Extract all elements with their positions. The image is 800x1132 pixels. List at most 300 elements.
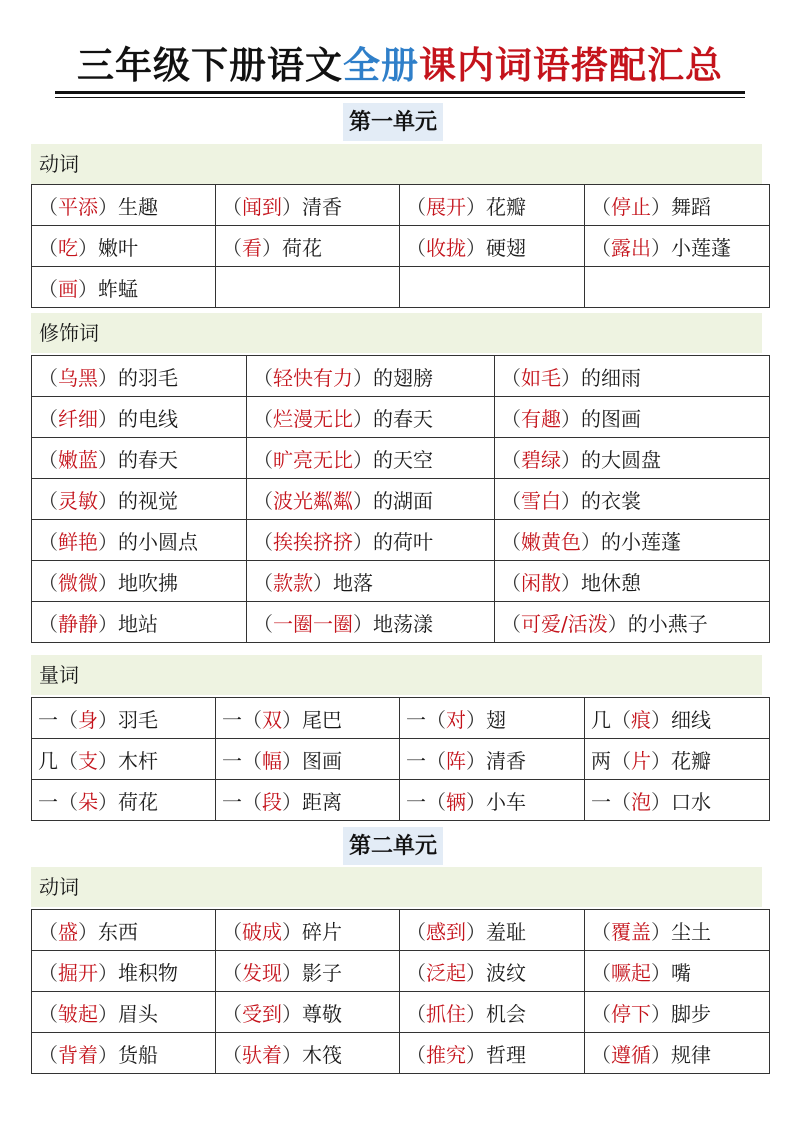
collocation-text: 细线 <box>671 707 711 732</box>
close-paren: ） <box>98 1001 118 1026</box>
table-row <box>32 951 770 992</box>
collocation-text: 的小燕子 <box>627 611 708 636</box>
collocation-cell <box>216 992 400 1033</box>
collocation-text: 小莲蓬 <box>671 235 731 260</box>
collocation-text: 羽毛 <box>118 707 158 732</box>
collocation-text: 花瓣 <box>671 748 711 773</box>
answer-word: 乌黑 <box>58 365 98 390</box>
collocation-cell <box>32 438 247 479</box>
collocation-text: 尾巴 <box>302 707 342 732</box>
open-paren: （ <box>406 235 426 260</box>
close-paren: ） <box>353 365 373 390</box>
collocation-text: 木筏 <box>302 1042 342 1067</box>
answer-word: 背着 <box>58 1042 98 1067</box>
open-paren: （ <box>38 365 58 390</box>
table-row <box>32 992 770 1033</box>
collocation-cell <box>216 698 400 739</box>
answer-word: 款款 <box>273 570 313 595</box>
collocation-cell <box>585 992 770 1033</box>
open-paren: （ <box>406 1042 426 1067</box>
collocation-text: 货船 <box>118 1042 158 1067</box>
collocation-cell <box>32 951 216 992</box>
collocation-cell <box>32 698 216 739</box>
unit-1-modifiers-table <box>31 355 770 643</box>
answer-word: 遵循 <box>611 1042 651 1067</box>
close-paren: ） <box>466 707 486 732</box>
collocation-cell <box>585 951 770 992</box>
collocation-text: 地休憩 <box>581 570 641 595</box>
collocation-text: 的荷叶 <box>373 529 433 554</box>
collocation-cell <box>32 1033 216 1074</box>
prefix-text: 一 <box>222 789 242 814</box>
collocation-cell <box>585 780 770 821</box>
collocation-text: 木杆 <box>118 748 158 773</box>
collocation-cell <box>247 602 495 643</box>
close-paren: ） <box>353 447 373 472</box>
open-paren: （ <box>38 488 58 513</box>
collocation-cell <box>32 520 247 561</box>
collocation-cell <box>585 1033 770 1074</box>
prefix-text: 一 <box>222 748 242 773</box>
collocation-text: 哲理 <box>486 1042 526 1067</box>
open-paren: （ <box>38 919 58 944</box>
close-paren: ） <box>313 570 333 595</box>
unit-1-heading: 第一单元 <box>343 103 443 141</box>
close-paren: ） <box>651 235 671 260</box>
answer-word: 画 <box>58 276 78 301</box>
collocation-text: 脚步 <box>671 1001 711 1026</box>
close-paren: ） <box>282 789 302 814</box>
collocation-cell <box>400 226 585 267</box>
prefix-text: 一 <box>591 789 611 814</box>
collocation-text: 的小圆点 <box>118 529 198 554</box>
open-paren: （ <box>222 1042 242 1067</box>
close-paren: ） <box>282 1042 302 1067</box>
answer-word: 受到 <box>242 1001 282 1026</box>
answer-word: 停下 <box>611 1001 651 1026</box>
answer-word: 微微 <box>58 570 98 595</box>
close-paren: ） <box>561 488 581 513</box>
open-paren: （ <box>253 406 273 431</box>
prefix-text: 一 <box>406 789 426 814</box>
collocation-cell <box>32 910 216 951</box>
collocation-text: 硬翅 <box>486 235 526 260</box>
close-paren: ） <box>651 919 671 944</box>
open-paren: （ <box>222 235 242 260</box>
open-paren: （ <box>253 570 273 595</box>
collocation-cell <box>400 910 585 951</box>
collocation-cell <box>216 739 400 780</box>
collocation-cell <box>32 185 216 226</box>
close-paren: ） <box>466 235 486 260</box>
collocation-text: 的春天 <box>118 447 178 472</box>
open-paren: （ <box>253 488 273 513</box>
close-paren: ） <box>262 235 282 260</box>
table-row <box>32 780 770 821</box>
title-part-grade: 三年级下册语文 <box>77 43 343 87</box>
collocation-text: 的羽毛 <box>118 365 178 390</box>
collocation-text: 东西 <box>98 919 138 944</box>
answer-word: 泡 <box>631 789 651 814</box>
answer-word: 碧绿 <box>521 447 561 472</box>
open-paren: （ <box>611 789 631 814</box>
unit-1-verbs-label: 动词 <box>31 144 762 184</box>
collocation-cell <box>32 602 247 643</box>
close-paren: ） <box>651 960 671 985</box>
unit-1-measure-words-label: 量词 <box>31 655 762 695</box>
collocation-text: 地站 <box>118 611 158 636</box>
collocation-cell <box>585 910 770 951</box>
collocation-text: 花瓣 <box>486 194 526 219</box>
answer-word: 感到 <box>426 919 466 944</box>
answer-word: 对 <box>446 707 466 732</box>
unit-2-heading: 第二单元 <box>343 827 443 865</box>
answer-word: 闲散 <box>521 570 561 595</box>
open-paren: （ <box>501 447 521 472</box>
answer-word: 辆 <box>446 789 466 814</box>
collocation-text: 蚱蜢 <box>98 276 138 301</box>
close-paren: ） <box>466 748 486 773</box>
open-paren: （ <box>222 919 242 944</box>
open-paren: （ <box>253 611 273 636</box>
collocation-cell <box>247 561 495 602</box>
close-paren: ） <box>466 1001 486 1026</box>
open-paren: （ <box>406 960 426 985</box>
unit-1-measure-words-table <box>31 697 770 821</box>
close-paren: ） <box>561 570 581 595</box>
open-paren: （ <box>501 365 521 390</box>
close-paren: ） <box>98 960 118 985</box>
close-paren: ） <box>561 447 581 472</box>
collocation-text: 清香 <box>302 194 342 219</box>
open-paren: （ <box>222 960 242 985</box>
collocation-text: 的细雨 <box>581 365 641 390</box>
table-row <box>32 739 770 780</box>
open-paren: （ <box>38 276 58 301</box>
collocation-text: 规律 <box>671 1042 711 1067</box>
collocation-text: 的春天 <box>373 406 433 431</box>
table-row <box>32 520 770 561</box>
collocation-cell <box>216 226 400 267</box>
collocation-cell <box>585 185 770 226</box>
collocation-cell <box>32 226 216 267</box>
answer-word: 有趣 <box>521 406 561 431</box>
answer-word: 阵 <box>446 748 466 773</box>
answer-word: 可爱/活泼 <box>521 611 608 636</box>
open-paren: （ <box>406 194 426 219</box>
collocation-text: 距离 <box>302 789 342 814</box>
open-paren: （ <box>38 1042 58 1067</box>
open-paren: （ <box>253 447 273 472</box>
answer-word: 幅 <box>262 748 282 773</box>
open-paren: （ <box>38 235 58 260</box>
collocation-cell <box>32 356 247 397</box>
answer-word: 纤细 <box>58 406 98 431</box>
close-paren: ） <box>353 406 373 431</box>
open-paren: （ <box>426 789 446 814</box>
close-paren: ） <box>561 365 581 390</box>
collocation-cell <box>495 397 770 438</box>
open-paren: （ <box>222 194 242 219</box>
close-paren: ） <box>466 789 486 814</box>
collocation-cell <box>216 951 400 992</box>
answer-word: 痕 <box>631 707 651 732</box>
collocation-cell <box>32 780 216 821</box>
close-paren: ） <box>98 1042 118 1067</box>
answer-word: 看 <box>242 235 262 260</box>
collocation-text: 的大圆盘 <box>581 447 661 472</box>
collocation-text: 尊敬 <box>302 1001 342 1026</box>
open-paren: （ <box>501 611 521 636</box>
answer-word: 一圈一圈 <box>273 611 353 636</box>
collocation-cell <box>400 951 585 992</box>
answer-word: 嫩黄色 <box>521 529 581 554</box>
close-paren: ） <box>282 748 302 773</box>
collocation-cell <box>585 226 770 267</box>
table-row <box>32 602 770 643</box>
answer-word: 泛起 <box>426 960 466 985</box>
unit-1-modifiers-label: 修饰词 <box>31 313 762 353</box>
collocation-text: 嘴 <box>671 960 691 985</box>
collocation-text: 的小莲蓬 <box>601 529 681 554</box>
open-paren: （ <box>406 1001 426 1026</box>
collocation-text: 清香 <box>486 748 526 773</box>
collocation-cell <box>216 267 400 308</box>
answer-word: 掘开 <box>58 960 98 985</box>
table-row <box>32 226 770 267</box>
collocation-text: 的图画 <box>581 406 641 431</box>
close-paren: ） <box>282 960 302 985</box>
collocation-cell <box>585 267 770 308</box>
title-part-whole-book: 全册 <box>343 43 419 87</box>
prefix-text: 两 <box>591 748 611 773</box>
open-paren: （ <box>38 447 58 472</box>
close-paren: ） <box>353 488 373 513</box>
answer-word: 身 <box>78 707 98 732</box>
collocation-text: 荷花 <box>118 789 158 814</box>
open-paren: （ <box>242 707 262 732</box>
table-row <box>32 698 770 739</box>
open-paren: （ <box>38 960 58 985</box>
collocation-text: 的视觉 <box>118 488 178 513</box>
collocation-cell <box>216 1033 400 1074</box>
close-paren: ） <box>466 194 486 219</box>
collocation-cell <box>216 910 400 951</box>
collocation-text: 机会 <box>486 1001 526 1026</box>
open-paren: （ <box>501 570 521 595</box>
answer-word: 片 <box>631 748 651 773</box>
open-paren: （ <box>426 707 446 732</box>
close-paren: ） <box>98 194 118 219</box>
collocation-text: 的衣裳 <box>581 488 641 513</box>
open-paren: （ <box>253 365 273 390</box>
answer-word: 如毛 <box>521 365 561 390</box>
answer-word: 挨挨挤挤 <box>273 529 353 554</box>
answer-word: 破成 <box>242 919 282 944</box>
collocation-text: 影子 <box>302 960 342 985</box>
answer-word: 段 <box>262 789 282 814</box>
collocation-cell <box>247 397 495 438</box>
open-paren: （ <box>242 748 262 773</box>
collocation-cell <box>585 698 770 739</box>
close-paren: ） <box>651 1001 671 1026</box>
collocation-cell <box>400 780 585 821</box>
answer-word: 噘起 <box>611 960 651 985</box>
answer-word: 朵 <box>78 789 98 814</box>
collocation-text: 舞蹈 <box>671 194 711 219</box>
answer-word: 鲜艳 <box>58 529 98 554</box>
collocation-text: 堆积物 <box>118 960 178 985</box>
collocation-cell <box>585 739 770 780</box>
close-paren: ） <box>282 1001 302 1026</box>
open-paren: （ <box>611 707 631 732</box>
table-row <box>32 356 770 397</box>
open-paren: （ <box>38 1001 58 1026</box>
answer-word: 嫩蓝 <box>58 447 98 472</box>
close-paren: ） <box>282 194 302 219</box>
close-paren: ） <box>581 529 601 554</box>
title-underline-thin <box>55 97 745 98</box>
collocation-cell <box>32 479 247 520</box>
collocation-cell <box>495 479 770 520</box>
answer-word: 轻快有力 <box>273 365 353 390</box>
open-paren: （ <box>38 194 58 219</box>
open-paren: （ <box>253 529 273 554</box>
open-paren: （ <box>501 488 521 513</box>
answer-word: 静静 <box>58 611 98 636</box>
answer-word: 吃 <box>58 235 78 260</box>
collocation-text: 尘土 <box>671 919 711 944</box>
collocation-cell <box>32 992 216 1033</box>
collocation-text: 口水 <box>671 789 711 814</box>
close-paren: ） <box>651 707 671 732</box>
open-paren: （ <box>591 1001 611 1026</box>
prefix-text: 几 <box>591 707 611 732</box>
close-paren: ） <box>607 611 628 636</box>
open-paren: （ <box>38 570 58 595</box>
answer-word: 双 <box>262 707 282 732</box>
collocation-text: 波纹 <box>486 960 526 985</box>
close-paren: ） <box>353 611 373 636</box>
collocation-cell <box>400 1033 585 1074</box>
collocation-cell <box>32 561 247 602</box>
open-paren: （ <box>501 406 521 431</box>
open-paren: （ <box>591 235 611 260</box>
open-paren: （ <box>58 748 78 773</box>
collocation-text: 的湖面 <box>373 488 433 513</box>
answer-word: 闻到 <box>242 194 282 219</box>
collocation-text: 小车 <box>486 789 526 814</box>
answer-word: 烂漫无比 <box>273 406 353 431</box>
open-paren: （ <box>591 960 611 985</box>
close-paren: ） <box>651 748 671 773</box>
prefix-text: 几 <box>38 748 58 773</box>
close-paren: ） <box>651 789 671 814</box>
collocation-text: 生趣 <box>118 194 158 219</box>
close-paren: ） <box>98 406 118 431</box>
close-paren: ） <box>466 960 486 985</box>
open-paren: （ <box>222 1001 242 1026</box>
answer-word: 停止 <box>611 194 651 219</box>
unit-2-verbs-table <box>31 909 770 1074</box>
collocation-cell <box>247 438 495 479</box>
close-paren: ） <box>466 919 486 944</box>
unit-1-verbs-table <box>31 184 770 308</box>
table-row <box>32 397 770 438</box>
open-paren: （ <box>591 1042 611 1067</box>
open-paren: （ <box>58 789 78 814</box>
close-paren: ） <box>651 194 671 219</box>
answer-word: 雪白 <box>521 488 561 513</box>
page-title <box>0 40 800 90</box>
answer-word: 收拢 <box>426 235 466 260</box>
open-paren: （ <box>58 707 78 732</box>
table-row <box>32 185 770 226</box>
close-paren: ） <box>98 789 118 814</box>
open-paren: （ <box>406 919 426 944</box>
close-paren: ） <box>561 406 581 431</box>
table-row <box>32 267 770 308</box>
collocation-cell <box>216 780 400 821</box>
collocation-cell <box>32 739 216 780</box>
collocation-text: 荷花 <box>282 235 322 260</box>
collocation-text: 碎片 <box>302 919 342 944</box>
answer-word: 旷亮无比 <box>273 447 353 472</box>
unit-2-verbs-label: 动词 <box>31 867 762 907</box>
close-paren: ） <box>353 529 373 554</box>
close-paren: ） <box>98 611 118 636</box>
answer-word: 露出 <box>611 235 651 260</box>
open-paren: （ <box>591 919 611 944</box>
collocation-cell <box>32 397 247 438</box>
title-part-summary: 课内词语搭配汇总 <box>419 43 723 87</box>
collocation-cell <box>247 479 495 520</box>
collocation-cell <box>216 185 400 226</box>
collocation-cell <box>400 698 585 739</box>
answer-word: 抓住 <box>426 1001 466 1026</box>
close-paren: ） <box>78 235 98 260</box>
close-paren: ） <box>78 919 98 944</box>
collocation-text: 的电线 <box>118 406 178 431</box>
prefix-text: 一 <box>406 707 426 732</box>
collocation-text: 地落 <box>333 570 373 595</box>
answer-word: 驮着 <box>242 1042 282 1067</box>
open-paren: （ <box>611 748 631 773</box>
open-paren: （ <box>242 789 262 814</box>
answer-word: 覆盖 <box>611 919 651 944</box>
collocation-cell <box>400 992 585 1033</box>
table-row <box>32 1033 770 1074</box>
table-row <box>32 910 770 951</box>
prefix-text: 一 <box>222 707 242 732</box>
collocation-text: 羞耻 <box>486 919 526 944</box>
close-paren: ） <box>651 1042 671 1067</box>
collocation-text: 地荡漾 <box>373 611 433 636</box>
answer-word: 波光粼粼 <box>273 488 353 513</box>
collocation-cell <box>400 185 585 226</box>
open-paren: （ <box>591 194 611 219</box>
prefix-text: 一 <box>38 707 58 732</box>
collocation-cell <box>495 561 770 602</box>
open-paren: （ <box>426 748 446 773</box>
answer-word: 皱起 <box>58 1001 98 1026</box>
answer-word: 灵敏 <box>58 488 98 513</box>
answer-word: 发现 <box>242 960 282 985</box>
collocation-text: 翅 <box>486 707 506 732</box>
table-row <box>32 561 770 602</box>
collocation-text: 地吹拂 <box>118 570 178 595</box>
collocation-cell <box>495 520 770 561</box>
